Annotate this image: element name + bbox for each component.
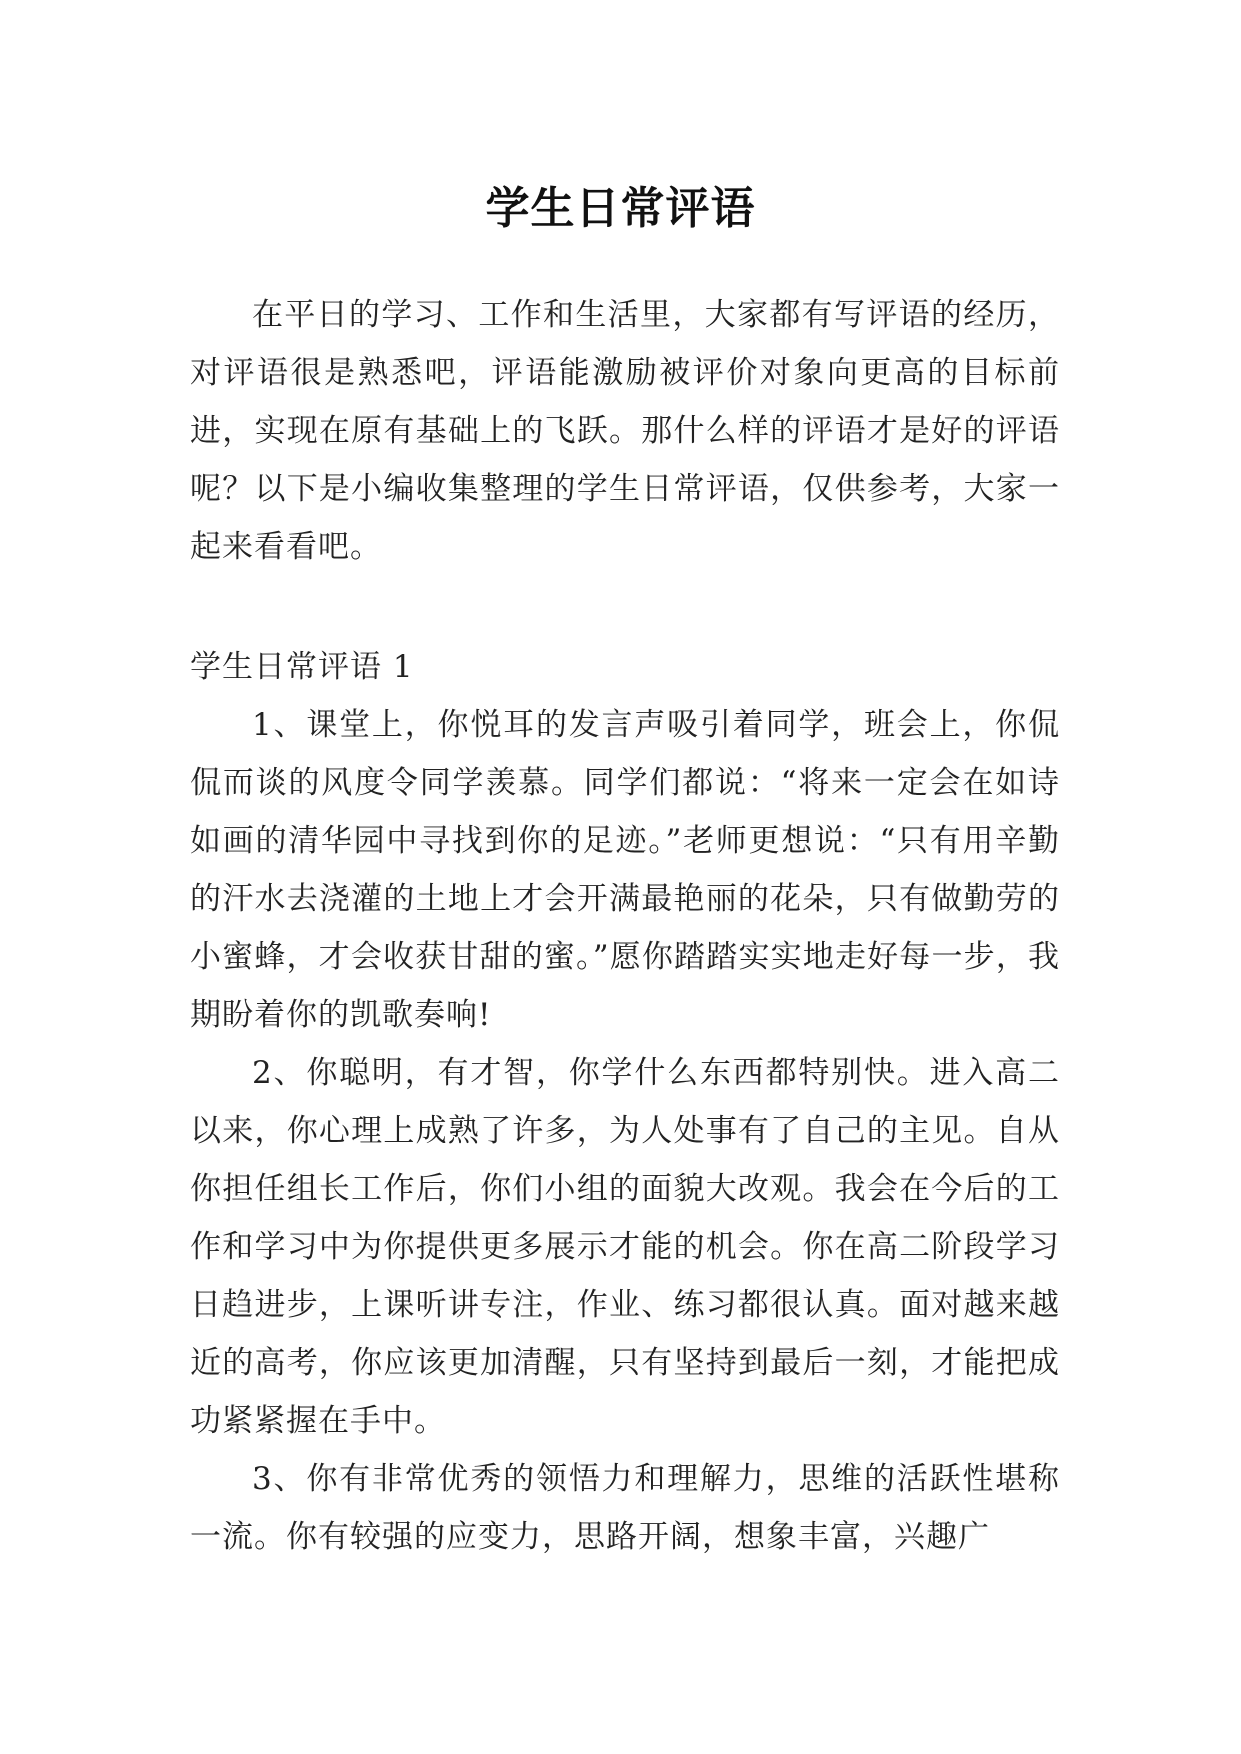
document-title: 学生日常评语 — [485, 183, 756, 235]
comment-item-1: 1、课堂上，你悦耳的发言声吸引着同学，班会上，你侃侃而谈的风度令同学羡慕。同学们都说：“将来一定会在如诗如画的清华园中寻找到你的足迹。”老师更想说：“只有用辛勤的汗水去浇灌的土地上才会开满最艳丽的花朵，只有做勤劳的小蜜蜂，才会收获甘甜的蜜。”愿你踏踏实实地走好每一步，我期盼着你的凯歌奏响! — [190, 707, 1060, 1033]
section-heading: 学生日常评语 1 — [190, 649, 414, 685]
intro-paragraph: 在平日的学习、工作和生活里，大家都有写评语的经历，对评语很是熟悉吧，评语能激励被评价对象向更高的目标前进，实现在原有基础上的飞跃。那什么样的评语才是好的评语呢？以下是小编收集整理的学生日常评语，仅供参考，大家一起来看看吧。 — [190, 297, 1060, 565]
comment-item-2: 2、你聪明，有才智，你学什么东西都特别快。进入高二以来，你心理上成熟了许多，为人处事有了自己的主见。自从你担任组长工作后，你们小组的面貌大改观。我会在今后的工作和学习中为你提供更多展示才能的机会。你在高二阶段学习日趋进步，上课听讲专注，作业、练习都很认真。面对越来越近的高考，你应该更加清醒，只有坚持到最后一刻，才能把成功紧紧握在手中。 — [190, 1055, 1060, 1439]
comment-item-3: 3、你有非常优秀的领悟力和理解力，思维的活跃性堪称一流。你有较强的应变力，思路开阔，想象丰富，兴趣广 — [190, 1461, 1060, 1555]
